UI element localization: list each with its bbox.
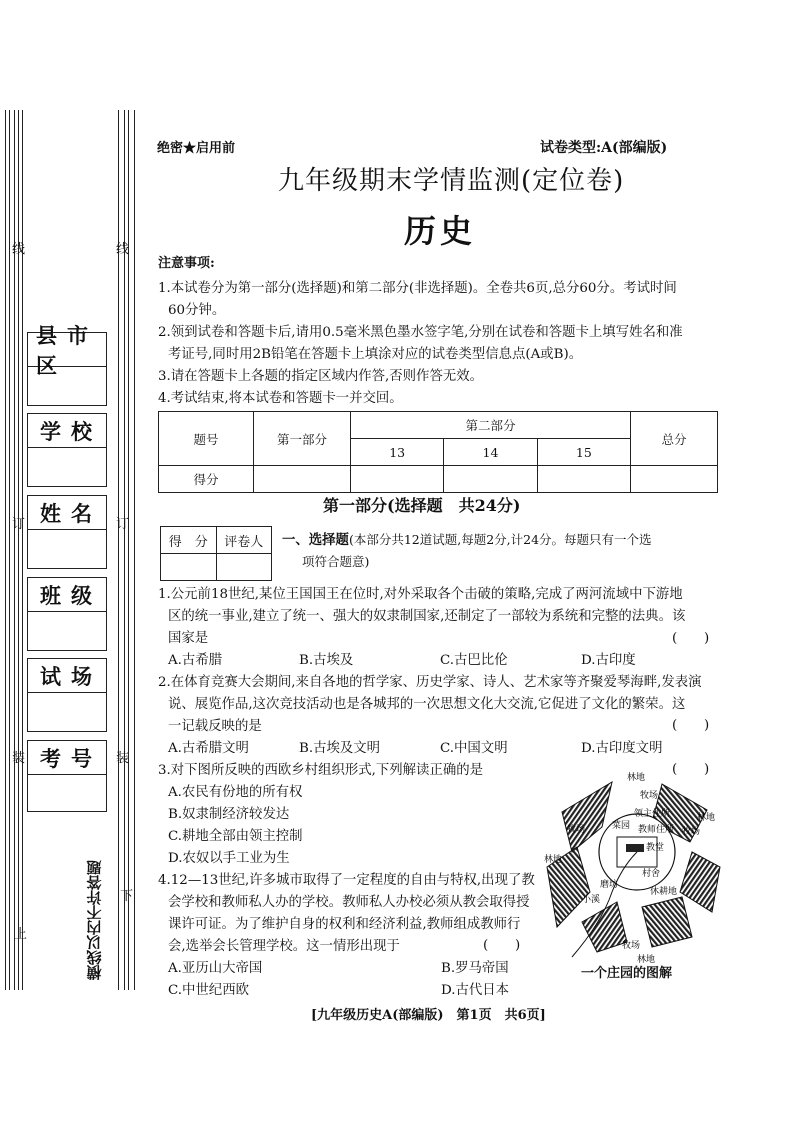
page-footer: [九年级历史A(部编版) 第1页 共6页] xyxy=(311,1008,546,1023)
figure-label: 磨坊 xyxy=(600,880,619,890)
score-cell[interactable] xyxy=(254,466,351,493)
score-header-part2: 第二部分 xyxy=(351,412,631,439)
exam-room-box[interactable] xyxy=(27,658,107,732)
exam-title: 九年级期末学情监测(定位卷) xyxy=(278,166,625,196)
question-text: 一记载反映的是 xyxy=(168,719,262,734)
question-text: 国家是 xyxy=(168,631,209,646)
fold-mark: 线 xyxy=(116,242,130,257)
figure-label: 休耕地 xyxy=(650,887,678,897)
subject-title: 历史 xyxy=(404,212,477,250)
score-table xyxy=(158,411,718,493)
exam-number-box[interactable] xyxy=(27,740,107,812)
option[interactable]: D.古印度文明 xyxy=(581,741,663,756)
name-box[interactable] xyxy=(27,495,107,569)
section-desc: (本部分共12道试题,每题2分,计24分。每题只有一个选 xyxy=(348,532,652,547)
figure-label: 牧场 xyxy=(640,791,659,801)
option[interactable]: B.罗马帝国 xyxy=(441,961,509,976)
option[interactable]: B.古埃及文明 xyxy=(299,741,381,756)
option[interactable]: A.农民有份地的所有权 xyxy=(168,785,303,800)
figure-label: 林地 xyxy=(627,773,646,783)
score-cell[interactable] xyxy=(537,466,630,493)
figure-label: 领主住所 xyxy=(634,809,671,819)
score-header-part1: 第一部分 xyxy=(254,412,351,466)
fold-mark: 订 xyxy=(116,517,130,532)
figure-label: 教堂 xyxy=(646,843,665,853)
figure-label: 菜园 xyxy=(612,821,631,831)
option[interactable]: B.奴隶制经济较发达 xyxy=(168,807,290,822)
binding-line xyxy=(5,110,6,990)
fold-mark: 线 xyxy=(12,242,26,257)
grader-score-cell[interactable] xyxy=(161,554,217,581)
section-header xyxy=(282,532,652,549)
school-label: 学校 xyxy=(28,414,106,448)
question-text: 课许可证。为了维护自身的权利和经济利益,教师组成教师行 xyxy=(168,917,521,932)
option[interactable]: D.古代日本 xyxy=(441,983,510,998)
fold-mark: 订 xyxy=(12,517,26,532)
score-header-q15: 15 xyxy=(537,439,630,466)
option[interactable]: C.古巴比伦 xyxy=(440,653,508,668)
name-label: 姓名 xyxy=(28,496,106,530)
answer-paren[interactable]: ( ) xyxy=(672,631,710,646)
notice-item: 2.领到试卷和答题卡后,请用0.5毫米黑色墨水签字笔,分别在试卷和答题卡上填写姓名和准 xyxy=(158,325,683,340)
exam-number-label: 考号 xyxy=(28,741,106,775)
section-desc-2: 项符合题意) xyxy=(302,554,370,569)
answer-paren[interactable]: ( ) xyxy=(483,938,521,953)
part1-title: 第一部分(选择题 共24分) xyxy=(323,496,521,515)
question-text: 4.12—13世纪,许多城市取得了一定程度的自由与特权,出现了教 xyxy=(158,873,535,888)
notice-item: 3.请在答题卡上各题的指定区域内作答,否则作答无效。 xyxy=(158,369,484,384)
score-header-total: 总分 xyxy=(631,412,718,466)
notice-item: 4.考试结束,将本试卷和答题卡一并交回。 xyxy=(158,391,403,406)
option[interactable]: A.亚历山大帝国 xyxy=(168,961,263,976)
option[interactable]: C.中世纪西欧 xyxy=(168,983,249,998)
grader-person-label: 评卷人 xyxy=(216,527,272,554)
fold-mark: 装 xyxy=(12,751,26,766)
class-label: 班级 xyxy=(28,578,106,612)
section-label: 一、选择题 xyxy=(282,532,349,548)
county-box[interactable] xyxy=(27,322,107,406)
score-header-q13: 13 xyxy=(351,439,444,466)
notice-item: 考证号,同时用2B铅笔在答题卡上填涂对应的试卷类型信息点(A或B)。 xyxy=(168,347,583,362)
school-box[interactable] xyxy=(27,413,107,487)
county-label: 县市区 xyxy=(28,333,106,367)
option[interactable]: A.古希腊 xyxy=(168,653,223,668)
figure-label: 牧场 xyxy=(682,827,701,837)
answer-paren[interactable]: ( ) xyxy=(672,762,710,777)
class-box[interactable] xyxy=(27,577,107,651)
question-text: 区的统一事业,建立了统一、强大的奴隶制国家,还制定了一部较为系统和完整的法典。该 xyxy=(168,609,686,624)
question-text: 说、展览作品,这次竞技活动也是各城邦的一次思想文化大交流,它促进了文化的繁荣。这 xyxy=(168,697,686,712)
manor-diagram xyxy=(542,772,722,972)
score-row-label: 得分 xyxy=(159,466,254,493)
option[interactable]: D.古印度 xyxy=(581,653,636,668)
option[interactable]: A.古希腊文明 xyxy=(168,741,249,756)
question-text: 会,选举会长管理学校。这一情形出现于 xyxy=(168,939,400,954)
option[interactable]: C.中国文明 xyxy=(440,741,508,756)
score-header-question: 题号 xyxy=(159,412,254,466)
figure-label: 牧场 xyxy=(622,941,641,951)
figure-label: 村舍 xyxy=(642,869,661,879)
no-answer-warning: 横线以内不许答题 xyxy=(85,860,104,980)
question-text: 会学校和教师私人办的学校。教师私人办校必须从教会取得授 xyxy=(168,895,530,910)
question-text: 1.公元前18世纪,某位王国国王在位时,对外采取各个击破的策略,完成了两河流域中下游地 xyxy=(158,587,683,602)
figure-caption: 一个庄园的图解 xyxy=(581,966,673,981)
manor-illustration xyxy=(542,772,722,972)
score-header-q14: 14 xyxy=(444,439,537,466)
figure-label: 小溪 xyxy=(582,895,601,905)
notice-item: 60分钟。 xyxy=(168,303,226,318)
option[interactable]: D.农奴以手工业为生 xyxy=(168,851,290,866)
figure-label: 牧场 xyxy=(567,825,586,835)
score-cell[interactable] xyxy=(444,466,537,493)
binding-line xyxy=(9,110,10,990)
grader-table xyxy=(160,526,272,581)
answer-paren[interactable]: ( ) xyxy=(672,718,710,733)
notice-heading: 注意事项: xyxy=(158,256,215,271)
option[interactable]: C.耕地全部由领主控制 xyxy=(168,829,303,844)
fold-mark: 上 xyxy=(14,927,28,942)
fold-mark: 装 xyxy=(116,751,130,766)
grader-score-label: 得 分 xyxy=(161,527,217,554)
figure-label: 林地 xyxy=(544,855,563,865)
option[interactable]: B.古埃及 xyxy=(299,653,354,668)
question-text: 2.在体育竞赛大会期间,来自各地的哲学家、历史学家、诗人、艺术家等齐聚爱琴海畔,发表演 xyxy=(158,675,702,690)
exam-room-label: 试场 xyxy=(28,659,106,693)
figure-label: 林地 xyxy=(637,955,656,965)
figure-label: 教师住所 xyxy=(638,825,675,835)
notice-item: 1.本试卷分为第一部分(选择题)和第二部分(非选择题)。全卷共6页,总分60分。考试时间 xyxy=(158,281,677,296)
secret-label: 绝密★启用前 xyxy=(157,141,236,156)
fold-mark: 下 xyxy=(120,889,134,904)
figure-label: 林地 xyxy=(697,813,716,823)
grader-person-cell[interactable] xyxy=(216,554,272,581)
score-cell[interactable] xyxy=(631,466,718,493)
paper-type: 试卷类型:A(部编版) xyxy=(540,140,668,156)
question-text: 3.对下图所反映的西欧乡村组织形式,下列解读正确的是 xyxy=(158,763,484,778)
binding-line xyxy=(134,110,135,990)
score-cell[interactable] xyxy=(351,466,444,493)
